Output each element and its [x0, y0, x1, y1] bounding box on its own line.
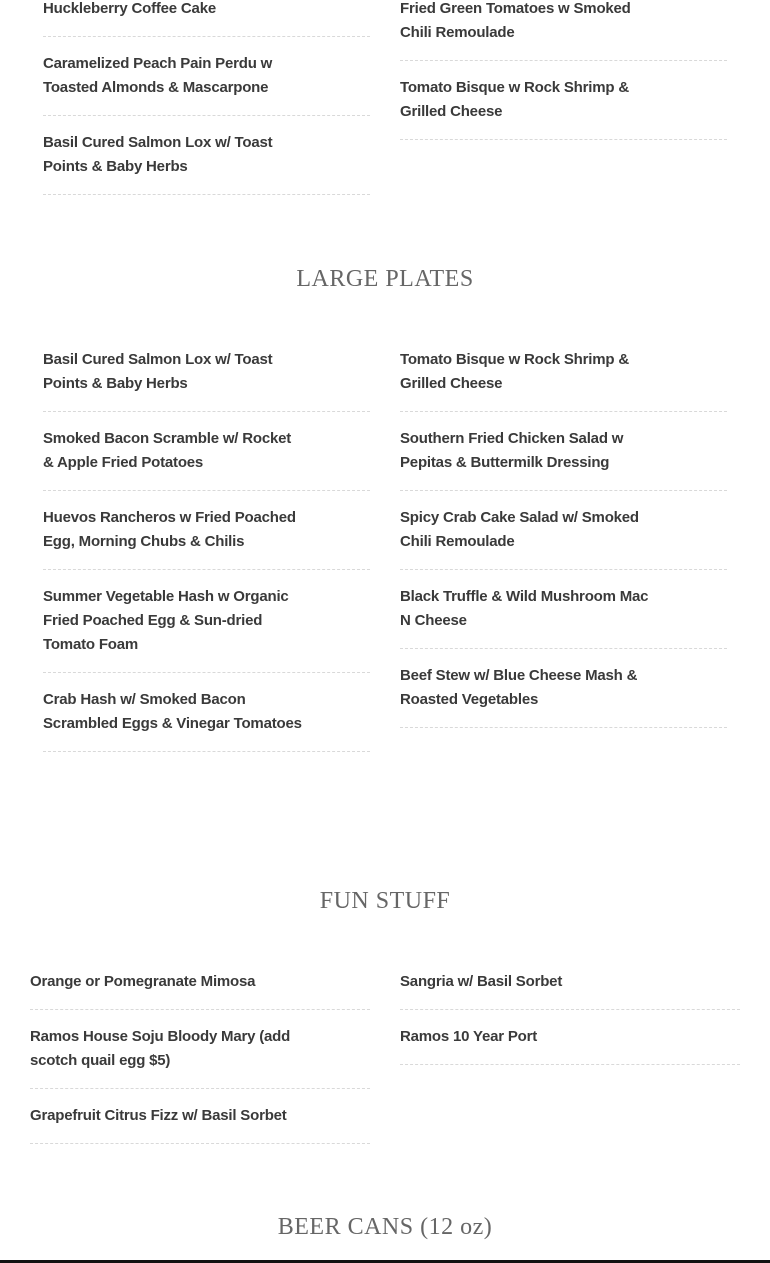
fun-stuff-heading: FUN STUFF	[319, 888, 451, 914]
menu-item-label: Fried Green Tomatoes w Smoked Chili Remoulade	[400, 0, 631, 41]
menu-item	[43, 427, 370, 491]
beer-cans-heading: BEER CANS (12 oz)	[277, 1214, 493, 1240]
menu-item	[43, 506, 370, 570]
menu-item-label: Caramelized Peach Pain Perdu w Toasted Almonds & Mascarpone	[43, 55, 273, 96]
menu-item-label: Basil Cured Salmon Lox w/ Toast Points & Baby Herbs	[43, 134, 273, 175]
menu-item-label: Ramos House Soju Bloody Mary (add scotch quail egg $5)	[30, 1028, 291, 1069]
menu-item	[43, 585, 370, 673]
menu-item-label: Tomato Bisque w Rock Shrimp & Grilled Cheese	[400, 79, 629, 120]
large-plates-heading: LARGE PLATES	[296, 266, 474, 292]
menu-item-label: Southern Fried Chicken Salad w Pepitas & Buttermilk Dressing	[400, 430, 624, 471]
menu-item	[400, 585, 727, 649]
menu-item	[400, 1025, 740, 1065]
menu-item-label: Beef Stew w/ Blue Cheese Mash & Roasted Vegetables	[400, 667, 638, 708]
menu-item	[400, 76, 727, 140]
menu-item-label: Basil Cured Salmon Lox w/ Toast Points & Baby Herbs	[43, 351, 273, 392]
menu-item-label: Sangria w/ Basil Sorbet	[400, 973, 563, 990]
menu-item	[43, 131, 370, 195]
menu-item	[43, 688, 370, 752]
menu-item-label: Spicy Crab Cake Salad w/ Smoked Chili Remoulade	[400, 509, 639, 550]
menu-item-label: Orange or Pomegranate Mimosa	[30, 973, 256, 990]
menu-item	[400, 348, 727, 412]
menu-item	[400, 664, 727, 728]
menu-item-label: Huevos Rancheros w Fried Poached Egg, Morning Chubs & Chilis	[43, 509, 296, 550]
menu-item-label: Grapefruit Citrus Fizz w/ Basil Sorbet	[30, 1107, 287, 1124]
menu-item	[43, 52, 370, 116]
menu-item-label: Tomato Bisque w Rock Shrimp & Grilled Cheese	[400, 351, 629, 392]
menu-item	[30, 1025, 370, 1089]
menu-item	[400, 427, 727, 491]
menu-item-label: Crab Hash w/ Smoked Bacon Scrambled Eggs & Vinegar Tomatoes	[43, 691, 302, 732]
menu-item	[43, 348, 370, 412]
menu-item	[30, 1104, 370, 1144]
menu-item-label: Summer Vegetable Hash w Organic Fried Poached Egg & Sun-dried Tomato Foam	[43, 588, 289, 653]
menu-item	[30, 970, 370, 1010]
menu-item	[400, 0, 727, 61]
menu-item-label: Black Truffle & Wild Mushroom Mac N Cheese	[400, 588, 649, 629]
menu-item	[400, 506, 727, 570]
menu-item-label: Huckleberry Coffee Cake	[43, 0, 216, 17]
menu-item	[43, 0, 370, 37]
menu-item-label: Smoked Bacon Scramble w/ Rocket & Apple Fried Potatoes	[43, 430, 292, 471]
menu-item	[400, 970, 740, 1010]
menu-item-label: Ramos 10 Year Port	[400, 1028, 538, 1045]
